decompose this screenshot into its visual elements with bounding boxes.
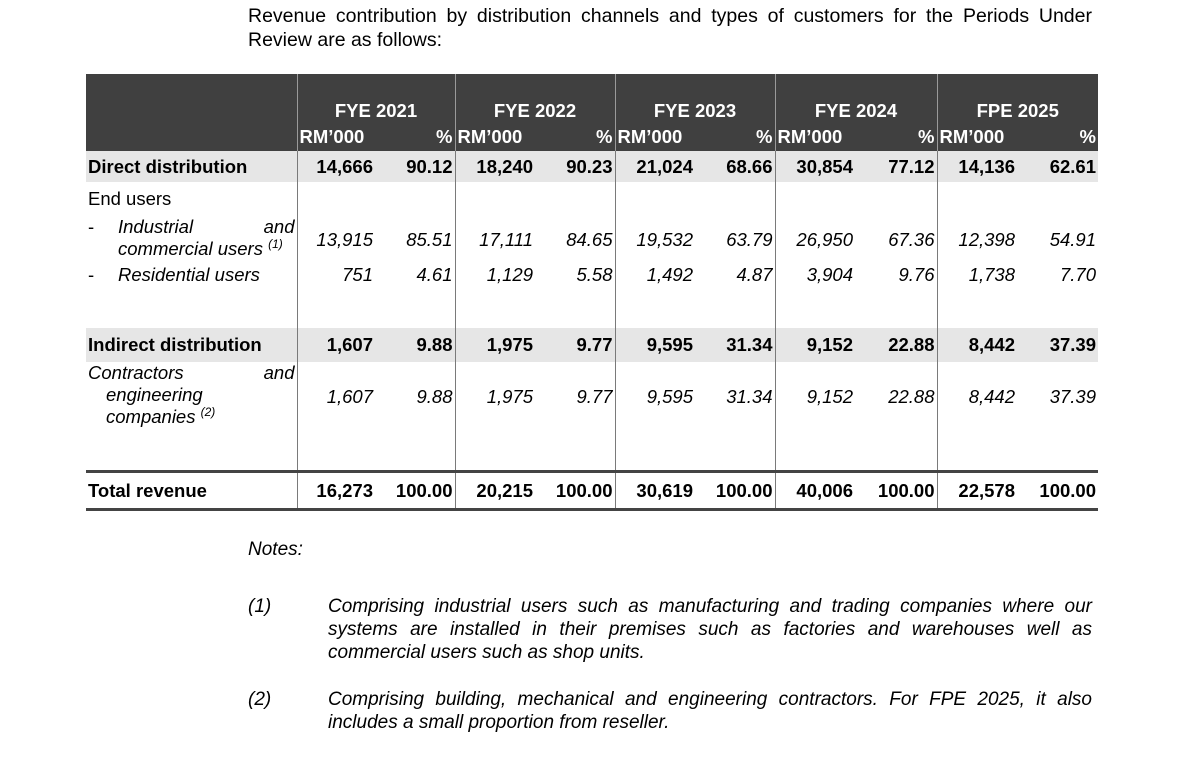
cell: 4.87 <box>736 264 773 285</box>
cell: 3,904 <box>775 264 855 302</box>
period-header: FPE 2025 <box>937 74 1098 122</box>
cell: 1,975 <box>455 362 535 472</box>
cell: 13,915 <box>297 216 375 264</box>
cell: 19,532 <box>615 216 695 264</box>
cell: 17,111 <box>455 216 535 264</box>
cell: 37.39 <box>1049 386 1096 407</box>
cell: 22.88 <box>888 386 935 407</box>
table-row-direct-distribution <box>86 151 1098 182</box>
cell: 26,950 <box>775 216 855 264</box>
cell: 84.65 <box>566 229 613 250</box>
cell: 9.76 <box>898 264 935 285</box>
cell: 68.66 <box>695 151 775 182</box>
pct-header: % <box>375 122 455 151</box>
header-blank <box>86 74 297 122</box>
footnote-mark: (2) <box>248 689 272 710</box>
footnote-mark: (1) <box>248 596 272 617</box>
cell: 31.34 <box>695 328 775 362</box>
cell: 9,152 <box>775 362 855 472</box>
cell: 14,666 <box>297 151 375 182</box>
pct-header: % <box>1017 122 1098 151</box>
cell: 100.00 <box>855 472 937 510</box>
intro-paragraph: Revenue contribution by distribution channels and types of customers for the Periods Under Review are as follows: <box>248 5 1092 51</box>
label-word: companies <box>106 406 196 427</box>
cell: 30,854 <box>775 151 855 182</box>
cell: 22.88 <box>855 328 937 362</box>
label-word: Industrial <box>118 216 194 237</box>
unit-header: RM’000 <box>775 122 855 151</box>
unit-header-row <box>86 122 1098 151</box>
cell: 16,273 <box>297 472 375 510</box>
cell: 751 <box>297 264 375 302</box>
bullet-dash: - <box>88 216 95 237</box>
header-blank <box>86 122 297 151</box>
cell: 20,215 <box>455 472 535 510</box>
cell: 21,024 <box>615 151 695 182</box>
cell: 40,006 <box>775 472 855 510</box>
cell: 1,607 <box>297 328 375 362</box>
footnote-text: Comprising industrial users such as manufacturing and trading companies where our systems are installed in their premises such as factories and warehouses well as commercial users such as shop units. <box>328 596 1092 663</box>
cell: 67.36 <box>888 229 935 250</box>
label-word: commercial users <box>118 238 263 259</box>
cell: 100.00 <box>375 472 455 510</box>
cell: 63.79 <box>726 229 773 250</box>
cell: 9.88 <box>416 386 453 407</box>
row-label: Total revenue <box>86 472 297 510</box>
cell: 9,595 <box>615 328 695 362</box>
row-label <box>86 216 297 264</box>
cell: 100.00 <box>535 472 615 510</box>
table-row-total-revenue <box>86 472 1098 510</box>
cell: 7.70 <box>1059 264 1096 285</box>
pct-header: % <box>855 122 937 151</box>
table-row-industrial-users <box>86 216 1098 264</box>
cell: 85.51 <box>406 229 453 250</box>
row-label <box>86 264 297 302</box>
cell: 9.77 <box>576 386 613 407</box>
cell: 1,607 <box>297 362 375 472</box>
bullet-dash: - <box>88 264 95 285</box>
cell: 31.34 <box>726 386 773 407</box>
footnote-ref: (2) <box>200 404 216 419</box>
label-word: and <box>263 216 295 237</box>
row-label <box>86 362 297 472</box>
revenue-table <box>86 74 1098 511</box>
cell: 9,152 <box>775 328 855 362</box>
cell: 1,492 <box>615 264 695 302</box>
table-row-residential-users <box>86 264 1098 302</box>
cell: 100.00 <box>1017 472 1098 510</box>
cell: 8,442 <box>937 328 1017 362</box>
cell: 1,738 <box>937 264 1017 302</box>
cell: 37.39 <box>1017 328 1098 362</box>
pct-header: % <box>695 122 775 151</box>
unit-header: RM’000 <box>455 122 535 151</box>
unit-header: RM’000 <box>937 122 1017 151</box>
cell: 18,240 <box>455 151 535 182</box>
unit-header: RM’000 <box>615 122 695 151</box>
cell: 90.23 <box>535 151 615 182</box>
period-header: FYE 2023 <box>615 74 775 122</box>
cell: 22,578 <box>937 472 1017 510</box>
row-label: Indirect distribution <box>86 328 297 362</box>
period-header-row <box>86 74 1098 122</box>
cell: 9.77 <box>535 328 615 362</box>
cell: 54.91 <box>1049 229 1096 250</box>
period-header: FYE 2022 <box>455 74 615 122</box>
notes-section <box>248 538 1092 758</box>
cell: 30,619 <box>615 472 695 510</box>
table-row-contractors <box>86 362 1098 472</box>
cell: 12,398 <box>937 216 1017 264</box>
footnote-item <box>248 595 1092 664</box>
footnote-ref: (1) <box>268 236 283 251</box>
cell: 14,136 <box>937 151 1017 182</box>
cell: 1,975 <box>455 328 535 362</box>
cell: 100.00 <box>695 472 775 510</box>
period-header: FYE 2024 <box>775 74 937 122</box>
cell: 90.12 <box>375 151 455 182</box>
table-spacer-row <box>86 302 1098 328</box>
cell: 8,442 <box>937 362 1017 472</box>
cell: 62.61 <box>1017 151 1098 182</box>
table-row-indirect-distribution <box>86 328 1098 362</box>
notes-title: Notes: <box>248 539 303 560</box>
footnote-text: Comprising building, mechanical and engineering contractors. For FPE 2025, it also includes a small proportion from reseller. <box>328 689 1092 733</box>
row-label: End users <box>88 188 172 209</box>
label-word: Contractors <box>88 362 184 383</box>
cell: 5.58 <box>576 264 613 285</box>
cell: 9,595 <box>615 362 695 472</box>
label-word: engineering <box>106 384 203 405</box>
label-word: and <box>263 362 295 383</box>
cell: 77.12 <box>855 151 937 182</box>
table-row-end-users <box>86 182 1098 216</box>
cell: 1,129 <box>455 264 535 302</box>
row-label: Direct distribution <box>86 151 297 182</box>
label-word: Residential users <box>118 264 260 285</box>
pct-header: % <box>535 122 615 151</box>
cell: 4.61 <box>416 264 453 285</box>
unit-header: RM’000 <box>297 122 375 151</box>
footnote-item <box>248 688 1092 734</box>
cell: 9.88 <box>375 328 455 362</box>
period-header: FYE 2021 <box>297 74 455 122</box>
